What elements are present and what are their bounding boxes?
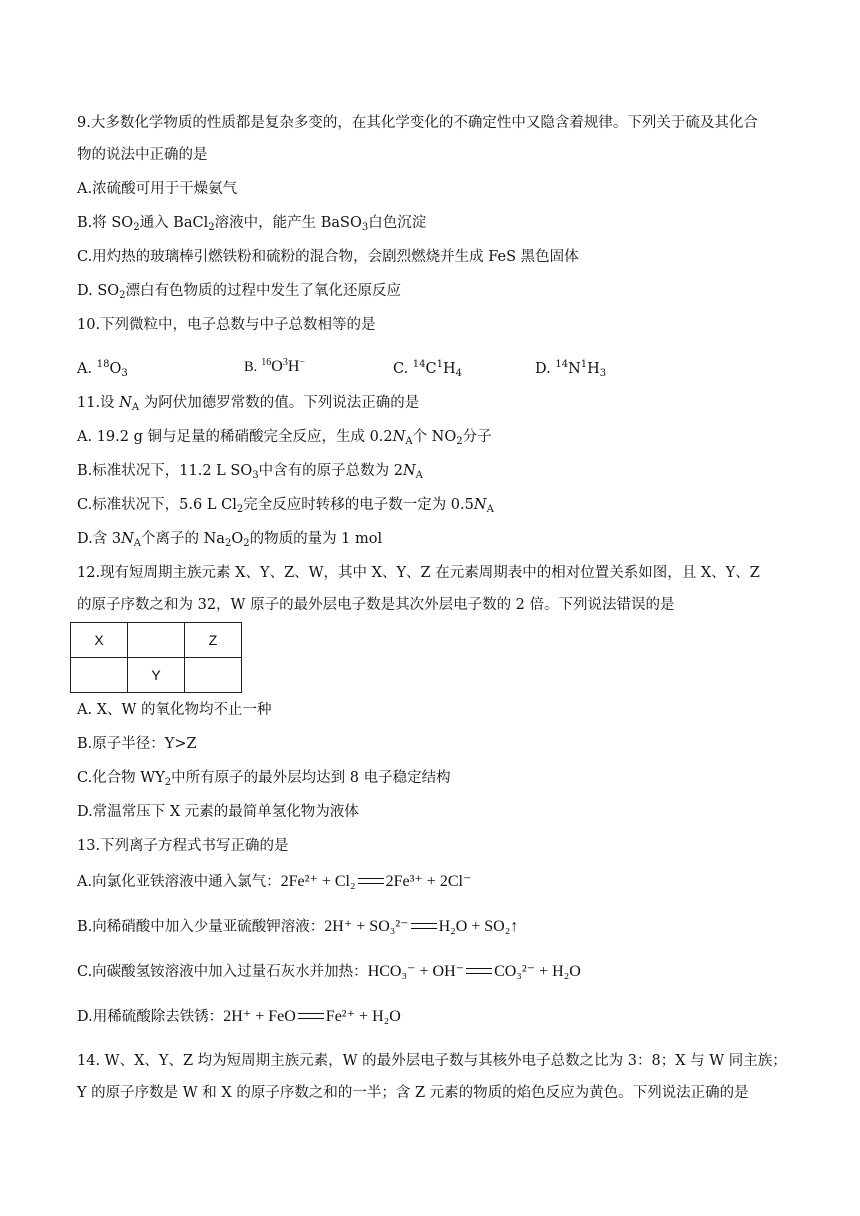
q12-option-b: B.原子半径：Y>Z	[77, 736, 197, 752]
table-cell-x: X	[71, 623, 128, 658]
equation-rhs: CO₃²⁻ + H₂O	[494, 963, 581, 980]
equation-rhs: H₂O + SO₂↑	[438, 918, 519, 935]
q14-stem-line1: 14. W、X、Y、Z 均为短周期主族元素，W 的最外层电子数与其核外电子总数之比为 3：8；X 与 W 同主族；	[77, 1053, 787, 1069]
table-cell-z: Z	[185, 623, 242, 658]
q13-option-a: A.向氯化亚铁溶液中通入氯气：2Fe²⁺ + Cl₂ 2Fe³⁺ + 2Cl⁻	[77, 873, 472, 890]
q13-option-c: C.向碳酸氢铵溶液中加入过量石灰水并加热：HCO₃⁻ + OH⁻ CO₃²⁻ + H₂O	[77, 963, 581, 980]
table-cell	[185, 658, 242, 693]
equation-lhs: 2Fe²⁺ + Cl₂	[280, 873, 356, 890]
table-row	[71, 658, 242, 693]
table-cell-y: Y	[128, 658, 185, 693]
equation-rhs: 2Fe³⁺ + 2Cl⁻	[385, 873, 472, 890]
equals-sign-icon	[464, 967, 494, 977]
q10-option-a: A. $^{18}O_3$	[77, 359, 128, 379]
q9-option-c: C.用灼热的玻璃棒引燃铁粉和硫粉的混合物，会剧烈燃烧并生成 FeS 黑色固体	[77, 249, 579, 265]
q12-option-a: A. X、W 的氧化物均不止一种	[77, 702, 272, 718]
q12-option-d: D.常温常压下 X 元素的最简单氢化物为液体	[77, 804, 359, 820]
q10-stem: 10.下列微粒中，电子总数与中子总数相等的是	[77, 317, 376, 333]
equation-lhs: 2H⁺ + SO₃²⁻	[324, 918, 409, 935]
q13-stem: 13.下列离子方程式书写正确的是	[77, 838, 289, 854]
q13-option-b: B.向稀硝酸中加入少量亚硫酸钾溶液：2H⁺ + SO₃²⁻ H₂O + SO₂↑	[77, 918, 519, 935]
q9-option-a: A.浓硫酸可用于干燥氨气	[77, 181, 238, 197]
periodic-position-table	[70, 622, 242, 693]
q13-option-d: D.用稀硫酸除去铁锈：2H⁺ + FeO Fe²⁺ + H₂O	[77, 1008, 401, 1025]
table-cell	[71, 658, 128, 693]
q9-stem-line1: 9.大多数化学物质的性质都是复杂多变的，在其化学变化的不确定性中又隐含着规律。下列关于硫及其化合	[77, 115, 758, 131]
q11-option-b: B.标准状况下，11.2 L $SO_3$中含有的原子总数为 $2N_A$	[77, 463, 423, 481]
q11-option-d: D.含 $3N_A$个离子的 $Na_2O_2$的物质的量为 1 mol	[77, 531, 383, 549]
equation-rhs: Fe²⁺ + H₂O	[325, 1008, 401, 1025]
q10-option-b: B. $^{16}O^3H^-$	[244, 357, 306, 375]
equals-sign-icon	[356, 877, 386, 887]
q11-option-c: C.标准状况下，5.6 L $Cl_2$完全反应时转移的电子数一定为 $0.5N_A$	[77, 497, 494, 515]
equation-lhs: 2H⁺ + FeO	[223, 1008, 296, 1025]
q10-option-d: D. $^{14}N^1H_3$	[535, 359, 607, 379]
q12-stem-line1: 12.现有短周期主族元素 X、Y、Z、W，其中 X、Y、Z 在元素周期表中的相对位置关系如图，且 X、Y、Z	[77, 565, 760, 581]
table-cell	[128, 623, 185, 658]
equals-sign-icon	[296, 1012, 326, 1022]
q9-stem-line2: 物的说法中正确的是	[77, 147, 208, 163]
q12-option-c: C.化合物 $WY_2$中所有原子的最外层均达到 8 电子稳定结构	[77, 770, 451, 788]
q10-option-c: C. $^{14}C^1H_4$	[393, 359, 463, 379]
q9-option-d: D. $SO_2$漂白有色物质的过程中发生了氧化还原反应	[77, 283, 402, 301]
table-row	[71, 623, 242, 658]
q11-stem: 11.设 $N_A$ 为阿伏加德罗常数的值。下列说法正确的是	[77, 395, 420, 413]
q9-option-b: B.将 $SO_2$通入 BaCl$_2$溶液中，能产生 BaSO$_3$白色沉淀	[77, 215, 427, 233]
equals-sign-icon	[409, 922, 439, 932]
q12-stem-line2: 的原子序数之和为 32，W 原子的最外层电子数是其次外层电子数的 2 倍。下列说法错误的是	[77, 597, 675, 613]
q11-option-a: A. 19.2 g 铜与足量的稀硝酸完全反应，生成 $0.2N_A$个 $NO_2$分子	[77, 429, 492, 447]
equation-lhs: HCO₃⁻ + OH⁻	[367, 963, 465, 980]
q14-stem-line2: Y 的原子序数是 W 和 X 的原子序数之和的一半；含 Z 元素的物质的焰色反应为黄色。下列说法正确的是	[77, 1085, 749, 1101]
